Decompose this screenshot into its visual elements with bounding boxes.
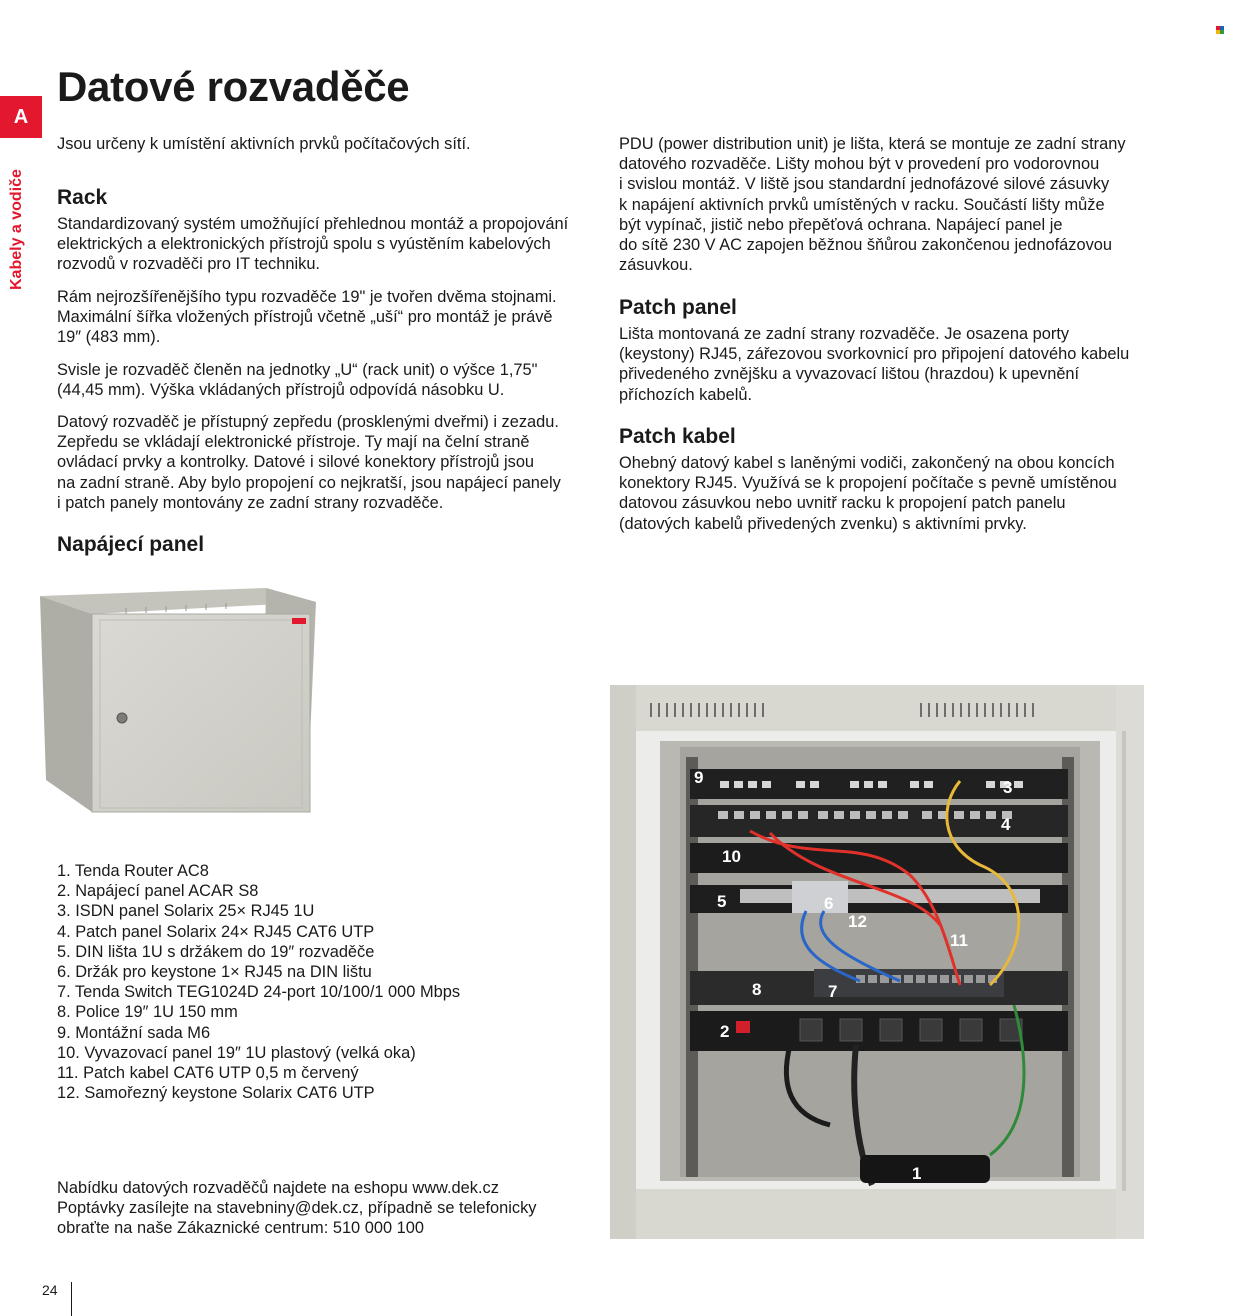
rack-heading: Rack (57, 186, 108, 209)
photo-label-11: 11 (950, 931, 968, 950)
power-panel-heading: Napájecí panel (57, 533, 205, 556)
photo-label-10: 10 (722, 847, 741, 866)
rack-paragraph-4: Datový rozvaděč je přístupný zepředu (prosklenými dveřmi) i zezadu. Zepředu se vkládají elektronické přístroje. Ty mají na čelní straně ovládací prvky a kontrolky. Datové i silové konektory přístrojů jsou na zadní straně. Aby bylo propojení co nejkratší, jsou napájecí panely i patch panely montovány ze zadní strany rozvaděče. (57, 413, 561, 512)
photo-label-12: 12 (848, 912, 867, 931)
page-number: 24 (42, 1282, 58, 1298)
legend-item: 2. Napájecí panel ACAR S8 (57, 882, 259, 901)
legend-item: 12. Samořezný keystone Solarix CAT6 UTP (57, 1084, 375, 1103)
patch-cable-paragraph: Ohebný datový kabel s laněnými vodiči, zakončený na obou koncích konektory RJ45. Využívá se k propojení počítače s pevně umístěnou datovou zásuvkou nebo uvnitř racku k propojení patch panelu (datových kabelů přivedených zvenku) s aktivními prvky. (619, 454, 1117, 533)
legend-item: 10. Vyvazovací panel 19″ 1U plastový (velká oka) (57, 1043, 416, 1062)
section-side-label: Kabely a vodiče (8, 169, 25, 290)
pdu-paragraph: PDU (power distribution unit) je lišta, která se montuje ze zadní strany datového rozvaděče. Lišty mohou být v provedení pro vodorovnou i svislou montáž. V liště jsou standardní jednofázové silové zásuvky k napájení aktivních prvků umístěných v racku. Součástí lišty může být vypínač, jistič nebo přepěťová ochrana. Napájecí panel je do sítě 230 V AC zapojen běžnou šňůrou zakončenou jednofázovou zásuvkou. (619, 135, 1126, 275)
legend-item: 11. Patch kabel CAT6 UTP 0,5 m červený (57, 1064, 359, 1083)
wall-cabinet-closed-image (36, 584, 318, 816)
rack-paragraph-3: Svisle je rozvaděč členěn na jednotky „U“ (rack unit) o výšce 1,75" (44,45 mm). Výška vkládaných přístrojů odpovídá násobku U. (57, 361, 538, 400)
patch-panel-paragraph: Lišta montovaná ze zadní strany rozvaděče. Je osazena porty (keystony) RJ45, zářezovou svorkovnicí pro připojení datového kabelu přivedeného zvnějšku a vyvazovací lištou (hrazdou) k upevnění příchozích kabelů. (619, 325, 1130, 404)
photo-label-4: 4 (1001, 815, 1011, 834)
corner-color-mark (1216, 26, 1224, 34)
legend-item: 3. ISDN panel Solarix 25× RJ45 1U (57, 902, 315, 921)
legend-item: 8. Police 19″ 1U 150 mm (57, 1003, 238, 1022)
photo-label-2: 2 (720, 1022, 730, 1041)
legend-item: 9. Montážní sada M6 (57, 1023, 211, 1042)
photo-label-5: 5 (717, 892, 727, 911)
legend-item: 4. Patch panel Solarix 24× RJ45 CAT6 UTP (57, 922, 375, 941)
legend-item: 5. DIN lišta 1U s držákem do 19″ rozvaděče (57, 942, 375, 961)
intro-text: Jsou určeny k umístění aktivních prvků počítačových sítí. (57, 135, 471, 153)
page-title: Datové rozvaděče (57, 63, 410, 110)
rack-paragraph-1: Standardizovaný systém umožňující přehlednou montáž a propojování elektrických a elektronických přístrojů spolu s vyústěním kabelových rozvodů v rozvaděči pro IT techniku. (57, 215, 569, 274)
rack-paragraph-2: Rám nejrozšířenějšího typu rozvaděče 19" je tvořen dvěma stojnami. Maximální šířka vložených přístrojů včetně „uší“ pro montáž je právě 19″ (483 mm). (57, 288, 557, 347)
contact-text: Nabídku datových rozvaděčů najdete na eshopu www.dek.cz Poptávky zasílejte na stavebniny@dek.cz, případně se telefonicky obraťte na naše Zákaznické centrum: 510 000 100 (57, 1179, 537, 1238)
photo-label-8: 8 (752, 980, 762, 999)
page-number-rule (71, 1282, 72, 1316)
photo-label-1: 1 (912, 1164, 922, 1183)
open-rack-photo (610, 685, 1144, 1239)
section-tab-letter: A (0, 96, 42, 138)
component-legend (57, 861, 460, 1103)
photo-label-6: 6 (824, 894, 834, 913)
photo-label-7: 7 (828, 982, 838, 1001)
legend-item: 7. Tenda Switch TEG1024D 24-port 10/100/1 000 Mbps (57, 983, 461, 1002)
photo-label-9: 9 (694, 768, 704, 787)
legend-item: 6. Držák pro keystone 1× RJ45 na DIN lištu (57, 963, 372, 982)
patch-panel-heading: Patch panel (619, 296, 737, 319)
legend-item: 1. Tenda Router AC8 (57, 862, 209, 880)
photo-label-3: 3 (1003, 778, 1013, 797)
patch-cable-heading: Patch kabel (619, 425, 736, 448)
